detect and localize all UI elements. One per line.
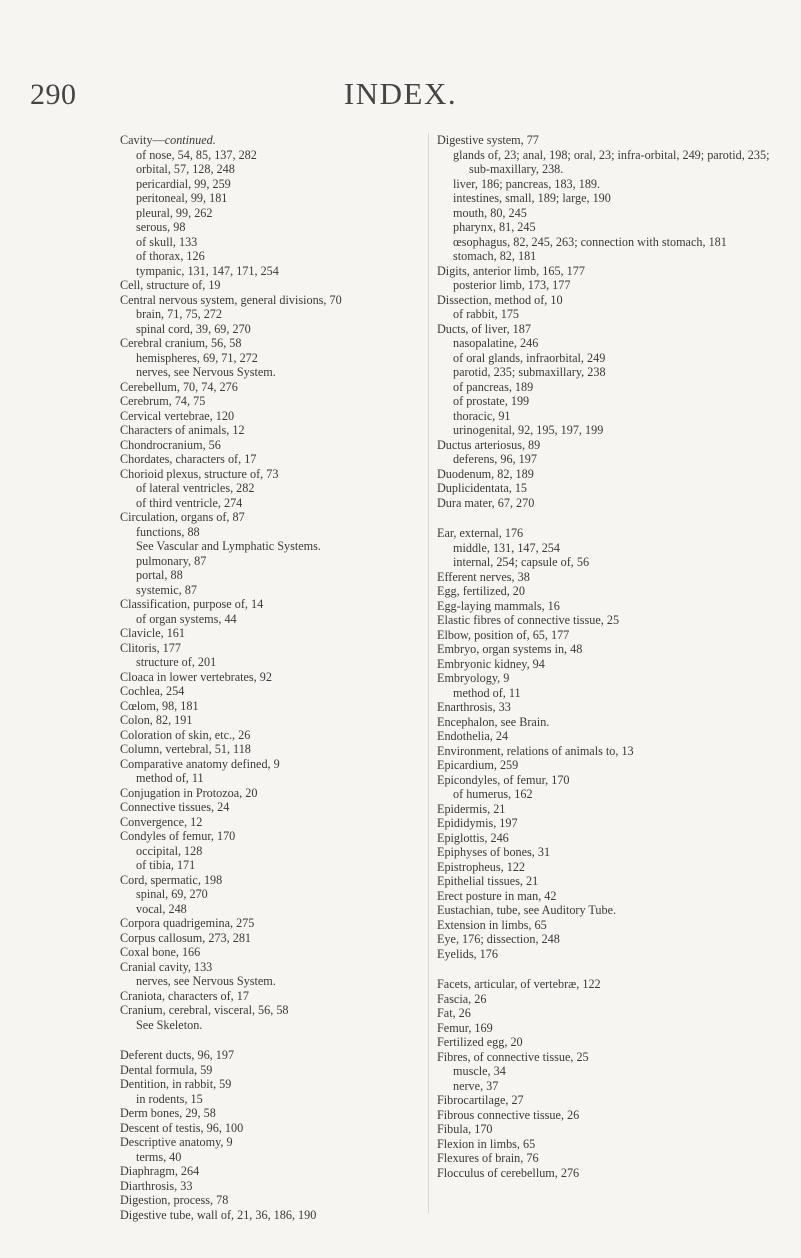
index-entry-text: nerves, see Nervous System. (136, 974, 276, 988)
index-entry (437, 932, 777, 947)
index-entry-text: Colon, 82, 191 (120, 713, 193, 727)
index-subentry (120, 844, 416, 859)
index-subentry (120, 525, 416, 540)
index-entry-text: of third ventricle, 274 (136, 495, 243, 510)
index-entry-text: Enarthrosis, 33 (437, 700, 511, 714)
index-entry-text: Classification, purpose of, 14 (120, 597, 264, 611)
index-subentry (437, 278, 777, 293)
index-entry-text: Environment, relations of animals to, 13 (437, 743, 634, 758)
index-entry (437, 1093, 777, 1108)
index-entry-text: functions, 88 (136, 524, 200, 539)
page-number: 290 (30, 78, 77, 111)
index-subentry (437, 452, 777, 467)
index-entry-text: Femur, 169 (437, 1020, 493, 1035)
index-subentry (120, 771, 416, 786)
index-entry-text: Embryo, organ systems in, 48 (437, 642, 583, 656)
index-subentry (437, 1079, 777, 1094)
index-entry-text: Embryology, 9 (437, 671, 510, 685)
index-entry-text: Epiglottis, 246 (437, 830, 509, 845)
index-entry (437, 438, 777, 453)
index-subentry (120, 249, 416, 264)
index-entry-text: Cervical vertebrae, 120 (120, 408, 235, 423)
index-entry-text: Epidermis, 21 (437, 801, 506, 816)
index-entry (437, 1122, 777, 1137)
index-entry (437, 715, 777, 730)
index-subentry (437, 177, 777, 192)
index-entry-text: peritoneal, 99, 181 (136, 191, 228, 205)
index-entry (120, 713, 416, 728)
index-subentry (120, 351, 416, 366)
index-entry-text: Circulation, organs of, 87 (120, 510, 245, 524)
index-entry-text: posterior limb, 173, 177 (453, 278, 571, 292)
index-entry (437, 977, 777, 992)
index-entry-text: tympanic, 131, 147, 171, 254 (136, 263, 279, 278)
index-entry (437, 613, 777, 628)
index-entry (120, 815, 416, 830)
index-entry (120, 1063, 416, 1078)
index-entry (120, 786, 416, 801)
index-entry-text: nerves, see Nervous System. (136, 365, 276, 379)
index-entry (437, 831, 777, 846)
index-entry (437, 1137, 777, 1152)
index-entry (120, 1077, 416, 1092)
index-entry-text: Conjugation in Protozoa, 20 (120, 785, 258, 800)
index-entry (437, 1050, 777, 1065)
index-subentry (120, 1150, 416, 1165)
index-entry-text: vocal, 248 (136, 901, 187, 916)
index-entry (437, 657, 777, 672)
index-subentry (437, 541, 777, 556)
index-entry-text: of organ systems, 44 (136, 611, 237, 626)
index-entry-text: Ducts, of liver, 187 (437, 321, 531, 336)
index-entry-text: thoracic, 91 (453, 408, 511, 423)
index-entry (437, 918, 777, 933)
index-entry-text: Condyles of femur, 170 (120, 829, 236, 843)
index-subentry (120, 858, 416, 873)
index-entry (120, 1048, 416, 1063)
index-entry-text: nerve, 37 (453, 1078, 499, 1093)
index-entry (120, 278, 416, 293)
entry-group-gap (437, 961, 777, 977)
index-subentry (120, 496, 416, 511)
index-entry-text: structure of, 201 (136, 655, 217, 669)
index-entry-text: Coxal bone, 166 (120, 945, 201, 959)
index-entry-text: Duplicidentata, 15 (437, 481, 528, 495)
index-entry (120, 670, 416, 685)
index-entry-text: Corpora quadrigemina, 275 (120, 916, 255, 930)
index-subentry (120, 191, 416, 206)
index-entry (120, 380, 416, 395)
index-entry-text: hemispheres, 69, 71, 272 (136, 350, 258, 365)
index-entry-text: Eye, 176; dissection, 248 (437, 932, 560, 946)
index-entry (120, 873, 416, 888)
index-entry-text: Fibrous connective tissue, 26 (437, 1107, 580, 1122)
index-entry-text: pulmonary, 87 (136, 553, 207, 568)
index-subentry (120, 655, 416, 670)
entry-group-gap (437, 510, 777, 526)
index-entry (437, 526, 777, 541)
index-entry-text: Flexures of brain, 76 (437, 1151, 539, 1165)
index-entry-text: Cerebellum, 70, 74, 276 (120, 379, 238, 394)
index-entry (120, 1121, 416, 1136)
index-entry (437, 628, 777, 643)
index-entry-text: Epicondyles, of femur, 170 (437, 772, 570, 787)
index-subentry (437, 1064, 777, 1079)
index-entry (120, 742, 416, 757)
index-entry-text: Dissection, method of, 10 (437, 292, 563, 307)
index-entry (437, 744, 777, 759)
index-entry (437, 889, 777, 904)
entry-group-gap (120, 1032, 416, 1048)
index-entry (437, 481, 777, 496)
index-subentry (120, 902, 416, 917)
index-entry-text: Elastic fibres of connective tissue, 25 (437, 613, 620, 627)
index-entry-text: Derm bones, 29, 58 (120, 1106, 216, 1120)
index-subentry (120, 322, 416, 337)
index-entry-text: orbital, 57, 128, 248 (136, 162, 235, 176)
index-entry (120, 1179, 416, 1194)
index-entry-text: Dura mater, 67, 270 (437, 495, 535, 510)
index-entry-text: of pancreas, 189 (453, 379, 534, 394)
index-subentry (120, 554, 416, 569)
index-subentry (437, 555, 777, 570)
index-entry-text: Flexion in limbs, 65 (437, 1136, 536, 1151)
index-entry (120, 452, 416, 467)
index-column-right (428, 133, 777, 1213)
index-entry (120, 728, 416, 743)
index-entry-text: of lateral ventricles, 282 (136, 481, 255, 495)
index-entry-text: Duodenum, 82, 189 (437, 466, 534, 481)
index-entry-text: Cerebral cranium, 56, 58 (120, 336, 242, 350)
index-entry (437, 133, 777, 148)
index-entry-text: intestines, small, 189; large, 190 (453, 191, 611, 205)
index-subentry (437, 351, 777, 366)
index-entry (120, 829, 416, 844)
index-entry (120, 945, 416, 960)
index-entry-text: middle, 131, 147, 254 (453, 540, 560, 555)
index-subentry (120, 206, 416, 221)
index-subentry (120, 365, 416, 380)
index-entry (437, 570, 777, 585)
index-entry-text: pharynx, 81, 245 (453, 220, 536, 234)
index-entry (120, 800, 416, 815)
index-entry-text: stomach, 82, 181 (453, 249, 537, 263)
index-entry-text: Extension in limbs, 65 (437, 917, 547, 932)
index-entry (437, 992, 777, 1007)
index-entry-text: Fibres, of connective tissue, 25 (437, 1049, 589, 1064)
index-entry-text: spinal, 69, 270 (136, 887, 208, 901)
index-entry-text: Diaphragm, 264 (120, 1164, 200, 1178)
index-entry (437, 729, 777, 744)
index-entry (437, 671, 777, 686)
index-entry-text: Epididymis, 197 (437, 816, 518, 830)
index-subentry (120, 583, 416, 598)
index-entry-text: Elbow, position of, 65, 177 (437, 627, 570, 642)
index-entry-text: of prostate, 199 (453, 394, 530, 408)
index-subentry (437, 191, 777, 206)
index-entry (437, 874, 777, 889)
index-entry-text: Convergence, 12 (120, 814, 203, 829)
index-entry-text: Diarthrosis, 33 (120, 1178, 193, 1193)
index-entry-text: Digestive system, 77 (437, 133, 539, 147)
index-entry-text: parotid, 235; submaxillary, 238 (453, 365, 606, 379)
index-entry (120, 641, 416, 656)
index-entry (437, 845, 777, 860)
index-subentry (437, 206, 777, 221)
index-entry-text: See Skeleton. (136, 1017, 203, 1032)
index-entry (437, 773, 777, 788)
index-entry-text: Descriptive anatomy, 9 (120, 1135, 233, 1149)
index-entry-text: Connective tissues, 24 (120, 800, 230, 814)
index-entry (120, 1193, 416, 1208)
index-entry-text: Fat, 26 (437, 1006, 471, 1020)
index-entry (120, 336, 416, 351)
index-subentry (120, 612, 416, 627)
index-entry-text: Column, vertebral, 51, 118 (120, 742, 251, 756)
index-entry-text: Embryonic kidney, 94 (437, 656, 545, 671)
index-subentry (120, 887, 416, 902)
index-entry (437, 584, 777, 599)
index-entry (437, 700, 777, 715)
index-entry-text: of nose, 54, 85, 137, 282 (136, 147, 257, 162)
index-entry-text: Deferent ducts, 96, 197 (120, 1048, 235, 1062)
index-entry-text: Eyelids, 176 (437, 946, 498, 961)
index-entry (120, 510, 416, 525)
index-entry-text: Coloration of skin, etc., 26 (120, 727, 251, 742)
index-entry (437, 1166, 777, 1181)
index-entry-text: pericardial, 99, 259 (136, 176, 231, 191)
index-entry-text: Endothelia, 24 (437, 729, 509, 743)
index-entry-text: terms, 40 (136, 1149, 182, 1164)
index-subentry (437, 787, 777, 802)
index-entry (120, 626, 416, 641)
index-entry-text: muscle, 34 (453, 1064, 506, 1078)
index-entry (437, 1021, 777, 1036)
index-entry-text: Fibrocartilage, 27 (437, 1093, 524, 1107)
page-heading: INDEX. (343, 76, 458, 111)
index-entry (437, 860, 777, 875)
index-subentry (437, 220, 777, 235)
index-entry-text: œsophagus, 82, 245, 263; connection with stomach, 181 (453, 234, 727, 249)
index-entry-text: of tibia, 171 (136, 858, 196, 872)
index-entry-text: Chordates, characters of, 17 (120, 452, 257, 466)
index-entry (437, 496, 777, 511)
index-entry (120, 1164, 416, 1179)
index-entry-text: Comparative anatomy defined, 9 (120, 756, 280, 771)
index-entry-text: Digits, anterior limb, 165, 177 (437, 263, 585, 278)
index-entry-text: Central nervous system, general divisions, 70 (120, 292, 342, 307)
index-entry-text: Cell, structure of, 19 (120, 278, 221, 292)
index-entry-text: of rabbit, 175 (453, 307, 520, 321)
index-subentry (120, 1018, 416, 1033)
index-subentry (437, 423, 777, 438)
index-subentry (437, 394, 777, 409)
index-entry-text: Ear, external, 176 (437, 526, 524, 540)
index-entry (437, 802, 777, 817)
index-subentry (437, 235, 777, 250)
index-entry (120, 409, 416, 424)
index-entry-text: deferens, 96, 197 (453, 452, 537, 466)
index-subentry (120, 264, 416, 279)
index-entry-text: Cochlea, 254 (120, 684, 185, 698)
index-entry-text: Flocculus of cerebellum, 276 (437, 1165, 580, 1180)
index-entry-text: Facets, articular, of vertebræ, 122 (437, 977, 601, 991)
index-entry-text: of thorax, 126 (136, 249, 205, 263)
index-entry-text: serous, 98 (136, 220, 186, 234)
index-subentry (120, 177, 416, 192)
index-entry-text: Epiphyses of bones, 31 (437, 845, 551, 859)
index-entry-text: Chorioid plexus, structure of, 73 (120, 466, 279, 481)
index-entry-text: Clitoris, 177 (120, 640, 181, 655)
index-entry (437, 1035, 777, 1050)
index-subentry (437, 409, 777, 424)
index-entry-text: Epicardium, 259 (437, 758, 519, 772)
index-entry-text: of humerus, 162 (453, 787, 533, 801)
index-subentry (437, 380, 777, 395)
index-entry-text: mouth, 80, 245 (453, 205, 527, 220)
index-entry-text: glands of, 23; anal, 198; oral, 23; infra-orbital, 249; parotid, 235; sub-maxillary, 238. (453, 147, 770, 176)
index-entry (120, 684, 416, 699)
index-entry-text: occipital, 128 (136, 843, 203, 858)
index-entry-text: Fertilized egg, 20 (437, 1035, 523, 1049)
index-subentry (437, 307, 777, 322)
index-subentry (437, 365, 777, 380)
index-entry (437, 599, 777, 614)
index-entry-text: Cranial cavity, 133 (120, 959, 213, 974)
index-subentry (120, 568, 416, 583)
index-entry-text: Epistropheus, 122 (437, 859, 526, 874)
index-subentry (437, 686, 777, 701)
index-subentry (120, 481, 416, 496)
index-entry-text: portal, 88 (136, 568, 183, 582)
index-entry (437, 642, 777, 657)
index-subentry (437, 249, 777, 264)
index-entry-text: Cœlom, 98, 181 (120, 698, 199, 713)
index-entry (437, 467, 777, 482)
index-entry (120, 394, 416, 409)
index-subentry (120, 539, 416, 554)
index-entry-text: pleural, 99, 262 (136, 205, 213, 220)
index-entry-text: Erect posture in man, 42 (437, 888, 557, 903)
index-entry-text: Fibula, 170 (437, 1122, 493, 1136)
index-entry-text: Corpus callosum, 273, 281 (120, 930, 252, 945)
index-entry (437, 903, 777, 918)
index-entry (120, 133, 416, 148)
index-subentry (120, 235, 416, 250)
index-entry (120, 467, 416, 482)
index-entry (120, 960, 416, 975)
index-entry (120, 931, 416, 946)
index-entry-text: Cloaca in lower vertebrates, 92 (120, 669, 272, 684)
index-entry (120, 989, 416, 1004)
index-entry-text: Craniota, characters of, 17 (120, 988, 249, 1003)
index-entry-text: Fascia, 26 (437, 991, 487, 1006)
index-entry-text: systemic, 87 (136, 582, 197, 597)
index-entry (120, 1003, 416, 1018)
index-entry-text: Clavicle, 161 (120, 626, 185, 640)
index-entry (437, 293, 777, 308)
index-entry-text: spinal cord, 39, 69, 270 (136, 321, 251, 336)
index-subentry (120, 162, 416, 177)
index-entry-text: in rodents, 15 (136, 1091, 203, 1106)
index-subentry (120, 148, 416, 163)
index-entry-text: Dental formula, 59 (120, 1062, 213, 1077)
index-entry-text: Characters of animals, 12 (120, 423, 245, 437)
index-entry (437, 758, 777, 773)
index-entry (120, 757, 416, 772)
index-entry-text: Epithelial tissues, 21 (437, 874, 539, 888)
index-entry-text: Cranium, cerebral, visceral, 56, 58 (120, 1003, 289, 1017)
index-entry-continued: continued. (164, 133, 216, 147)
index-entry-text: nasopalatine, 246 (453, 336, 539, 350)
index-entry-text: Egg-laying mammals, 16 (437, 598, 560, 613)
index-entry-text: internal, 254; capsule of, 56 (453, 555, 590, 569)
index-entry-text: Cavity— (120, 133, 165, 147)
index-entry-text: Digestion, process, 78 (120, 1193, 229, 1207)
index-entry-text: Ductus arteriosus, 89 (437, 437, 541, 452)
index-entry (437, 1108, 777, 1123)
index-entry (437, 816, 777, 831)
index-entry-text: Encephalon, see Brain. (437, 714, 550, 729)
index-entry-text: See Vascular and Lymphatic Systems. (136, 539, 321, 553)
index-entry-text: of oral glands, infraorbital, 249 (453, 350, 606, 365)
index-subentry (120, 307, 416, 322)
index-entry (120, 1208, 416, 1223)
index-entry (437, 1151, 777, 1166)
index-subentry (120, 220, 416, 235)
index-entry (120, 423, 416, 438)
index-entry (120, 438, 416, 453)
index-entry (120, 1135, 416, 1150)
index-entry-text: Eustachian, tube, see Auditory Tube. (437, 903, 617, 917)
index-subentry (437, 336, 777, 351)
index-entry-text: Cerebrum, 74, 75 (120, 394, 206, 408)
index-entry-text: liver, 186; pancreas, 183, 189. (453, 176, 601, 191)
index-entry (120, 1106, 416, 1121)
index-entry-text: Egg, fertilized, 20 (437, 584, 525, 598)
index-entry-text: method of, 11 (136, 771, 204, 785)
index-column-left (120, 133, 416, 1222)
index-entry-text: method of, 11 (453, 685, 521, 700)
index-entry-text: Digestive tube, wall of, 21, 36, 186, 190 (120, 1207, 317, 1222)
index-entry-text: brain, 71, 75, 272 (136, 307, 222, 321)
index-entry (437, 322, 777, 337)
index-entry (120, 597, 416, 612)
index-entry-text: Dentition, in rabbit, 59 (120, 1077, 232, 1091)
index-entry-text: urinogenital, 92, 195, 197, 199 (453, 423, 604, 437)
index-entry-text: Efferent nerves, 38 (437, 569, 530, 584)
index-entry (437, 264, 777, 279)
index-entry-text: of skull, 133 (136, 234, 198, 249)
index-entry (437, 947, 777, 962)
index-entry (120, 293, 416, 308)
index-subentry (437, 148, 777, 177)
index-subentry (120, 974, 416, 989)
index-entry (437, 1006, 777, 1021)
index-entry (120, 916, 416, 931)
index-entry-text: Cord, spermatic, 198 (120, 872, 223, 887)
index-subentry (120, 1092, 416, 1107)
index-entry-text: Descent of testis, 96, 100 (120, 1120, 244, 1135)
index-entry (120, 699, 416, 714)
index-entry-text: Chondrocranium, 56 (120, 437, 221, 452)
